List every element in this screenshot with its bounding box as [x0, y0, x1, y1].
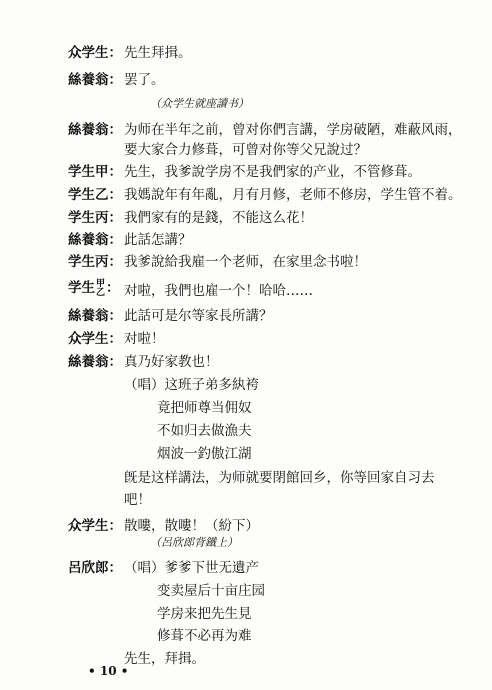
speaker-colon: ：	[106, 280, 120, 296]
speaker-name: 众学生：	[68, 45, 122, 61]
speaker-name: 呂欣郎：	[68, 560, 122, 576]
stage-direction: （众学生就座讀书）	[150, 97, 249, 110]
page-number: • 10 •	[88, 664, 129, 678]
speaker-name: 学生丙：	[68, 210, 122, 226]
dialogue-text: 对啦，我們也雇一个！哈哈……	[124, 283, 313, 299]
dialogue-text: 真乃好家教也！	[124, 354, 219, 370]
verse-line: 竟把师尊当佣奴	[157, 400, 252, 416]
dialogue-text: 为师在半年之前，曾对你們言講，学房破陋，难蔽风雨，	[124, 122, 462, 138]
speaker-stack-top: 甲	[96, 278, 106, 289]
speaker-name: 众学生：	[68, 518, 122, 534]
speaker-name: 絲養翁：	[68, 354, 122, 370]
speaker-name	[68, 276, 120, 298]
sung-line: （唱）这班子弟多紈袴	[124, 377, 259, 393]
speaker-name: 絲養翁：	[68, 232, 122, 248]
dialogue-text: 我媽說年有年亂，月有月修，老师不修房，学生管不着。	[124, 187, 462, 203]
verse-line: 不如归去做漁夫	[157, 423, 252, 439]
dialogue-text: 散嘍，散嘍！（紛下）	[124, 518, 259, 534]
speaker-prefix: 学生	[68, 280, 95, 296]
speaker-name: 众学生：	[68, 331, 122, 347]
continuation-line: 要大家合力修葺，可曾对你等父兄說过？	[124, 142, 367, 158]
dialogue-text: 此話怎講？	[124, 232, 192, 248]
stage-direction: （呂欣郎背鐵上）	[150, 536, 238, 549]
dialogue-text: 先生拜揖。	[124, 45, 192, 61]
dialogue-text: 对啦！	[124, 331, 165, 347]
verse-line: 烟波一釣傲江湖	[157, 446, 252, 462]
dialogue-text: 先生，我爹說学房不是我們家的产业，不管修葺。	[124, 164, 421, 180]
dialogue-text: （唱）爹爹下世无遺产	[124, 560, 259, 576]
speaker-name: 絲養翁：	[68, 308, 122, 324]
dialogue-text: 我爹說給我雇一个老师，在家里念书啦！	[124, 254, 367, 270]
continuation-line: 先生，拜揖。	[124, 651, 205, 667]
verse-line: 修葺不必再为难	[157, 628, 252, 644]
continuation-line: 吧！	[124, 492, 151, 508]
verse-line: 变卖屋后十亩庄园	[157, 583, 265, 599]
dialogue-text: 此話可是尔等家長所講？	[124, 308, 273, 324]
continuation-line: 旣是这样講法，为师就要閉館回乡，你等回家自习去	[124, 470, 435, 486]
speaker-name: 絲養翁：	[68, 122, 122, 138]
speaker-name: 学生乙：	[68, 187, 122, 203]
dialogue-text: 罢了。	[124, 72, 165, 88]
speaker-name: 絲養翁：	[68, 72, 122, 88]
verse-line: 学房来把先生見	[157, 606, 252, 622]
speaker-stack-bottom: 乙	[96, 287, 106, 298]
speaker-name: 学生丙：	[68, 254, 122, 270]
speaker-stack	[96, 280, 105, 298]
speaker-name: 学生甲：	[68, 164, 122, 180]
dialogue-text: 我們家有的是錢，不能这么花！	[124, 210, 313, 226]
